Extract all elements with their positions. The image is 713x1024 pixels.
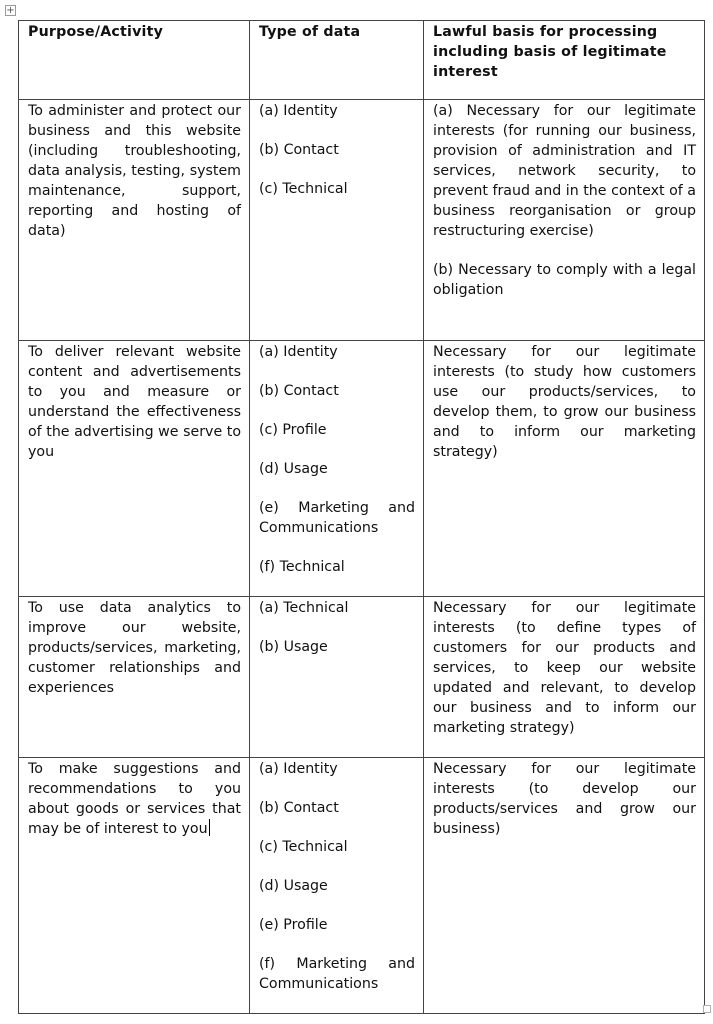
data-type-item: (b) Contact bbox=[259, 383, 339, 399]
header-type-of-data[interactable]: Type of data bbox=[250, 21, 424, 100]
text-cursor bbox=[209, 819, 210, 836]
data-type-item: (a) Technical bbox=[259, 600, 349, 616]
table-row bbox=[19, 758, 705, 1014]
header-row bbox=[19, 21, 705, 100]
table-row bbox=[19, 597, 705, 758]
table-move-handle[interactable]: + bbox=[6, 5, 15, 16]
data-type-item: (f) Marketing and Communications bbox=[259, 956, 415, 992]
basis-paragraph: Necessary for our legitimate interests (to develop our products/services and grow our business) bbox=[433, 761, 696, 837]
data-processing-table bbox=[18, 20, 705, 1014]
data-type-item: (e) Marketing and Communications bbox=[259, 500, 415, 536]
basis-paragraph: Necessary for our legitimate interests (to study how customers use our products/services, to develop them, to grow our business and to inform our marketing strategy) bbox=[433, 344, 696, 460]
data-type-item: (c) Profile bbox=[259, 422, 327, 438]
basis-paragraph: (a) Necessary for our legitimate interests (for running our business, provision of administration and IT services, network security, to prevent fraud and in the context of a business reorganisation or group restructuring exercise) bbox=[433, 103, 696, 239]
lawful-basis-cell[interactable] bbox=[424, 597, 705, 758]
purpose-cell[interactable]: To make suggestions and recommendations to you about goods or services that may be of interest to you bbox=[19, 758, 250, 1014]
data-type-item: (c) Technical bbox=[259, 839, 348, 855]
purpose-cell[interactable]: To use data analytics to improve our website, products/services, marketing, customer relationships and experiences bbox=[19, 597, 250, 758]
data-type-item: (f) Technical bbox=[259, 559, 345, 575]
data-type-item: (c) Technical bbox=[259, 181, 348, 197]
table-resize-handle[interactable] bbox=[703, 1005, 711, 1013]
type-of-data-cell[interactable] bbox=[250, 100, 424, 341]
data-type-item: (a) Identity bbox=[259, 344, 338, 360]
type-of-data-cell[interactable] bbox=[250, 341, 424, 597]
lawful-basis-cell[interactable] bbox=[424, 758, 705, 1014]
lawful-basis-cell[interactable] bbox=[424, 341, 705, 597]
type-of-data-cell[interactable] bbox=[250, 758, 424, 1014]
type-of-data-cell[interactable] bbox=[250, 597, 424, 758]
data-type-item: (e) Profile bbox=[259, 917, 328, 933]
data-type-item: (a) Identity bbox=[259, 103, 338, 119]
basis-paragraph: (b) Necessary to comply with a legal obligation bbox=[433, 262, 696, 298]
data-type-item: (b) Contact bbox=[259, 142, 339, 158]
data-type-item: (d) Usage bbox=[259, 878, 328, 894]
data-type-item: (d) Usage bbox=[259, 461, 328, 477]
table-row bbox=[19, 100, 705, 341]
purpose-cell[interactable]: To administer and protect our business and this website (including troubleshooting, data analysis, testing, system maintenance, support, reporting and hosting of data) bbox=[19, 100, 250, 341]
data-type-item: (a) Identity bbox=[259, 761, 338, 777]
data-type-item: (b) Usage bbox=[259, 639, 328, 655]
data-type-item: (b) Contact bbox=[259, 800, 339, 816]
basis-paragraph: Necessary for our legitimate interests (to define types of customers for our products and services, to keep our website updated and relevant, to develop our business and to inform our marketing strategy) bbox=[433, 600, 696, 736]
header-lawful-basis[interactable]: Lawful basis for processing including basis of legitimate interest bbox=[424, 21, 705, 100]
purpose-cell[interactable]: To deliver relevant website content and advertisements to you and measure or understand the effectiveness of the advertising we serve to you bbox=[19, 341, 250, 597]
header-purpose[interactable]: Purpose/Activity bbox=[19, 21, 250, 100]
lawful-basis-cell[interactable] bbox=[424, 100, 705, 341]
table-row bbox=[19, 341, 705, 597]
